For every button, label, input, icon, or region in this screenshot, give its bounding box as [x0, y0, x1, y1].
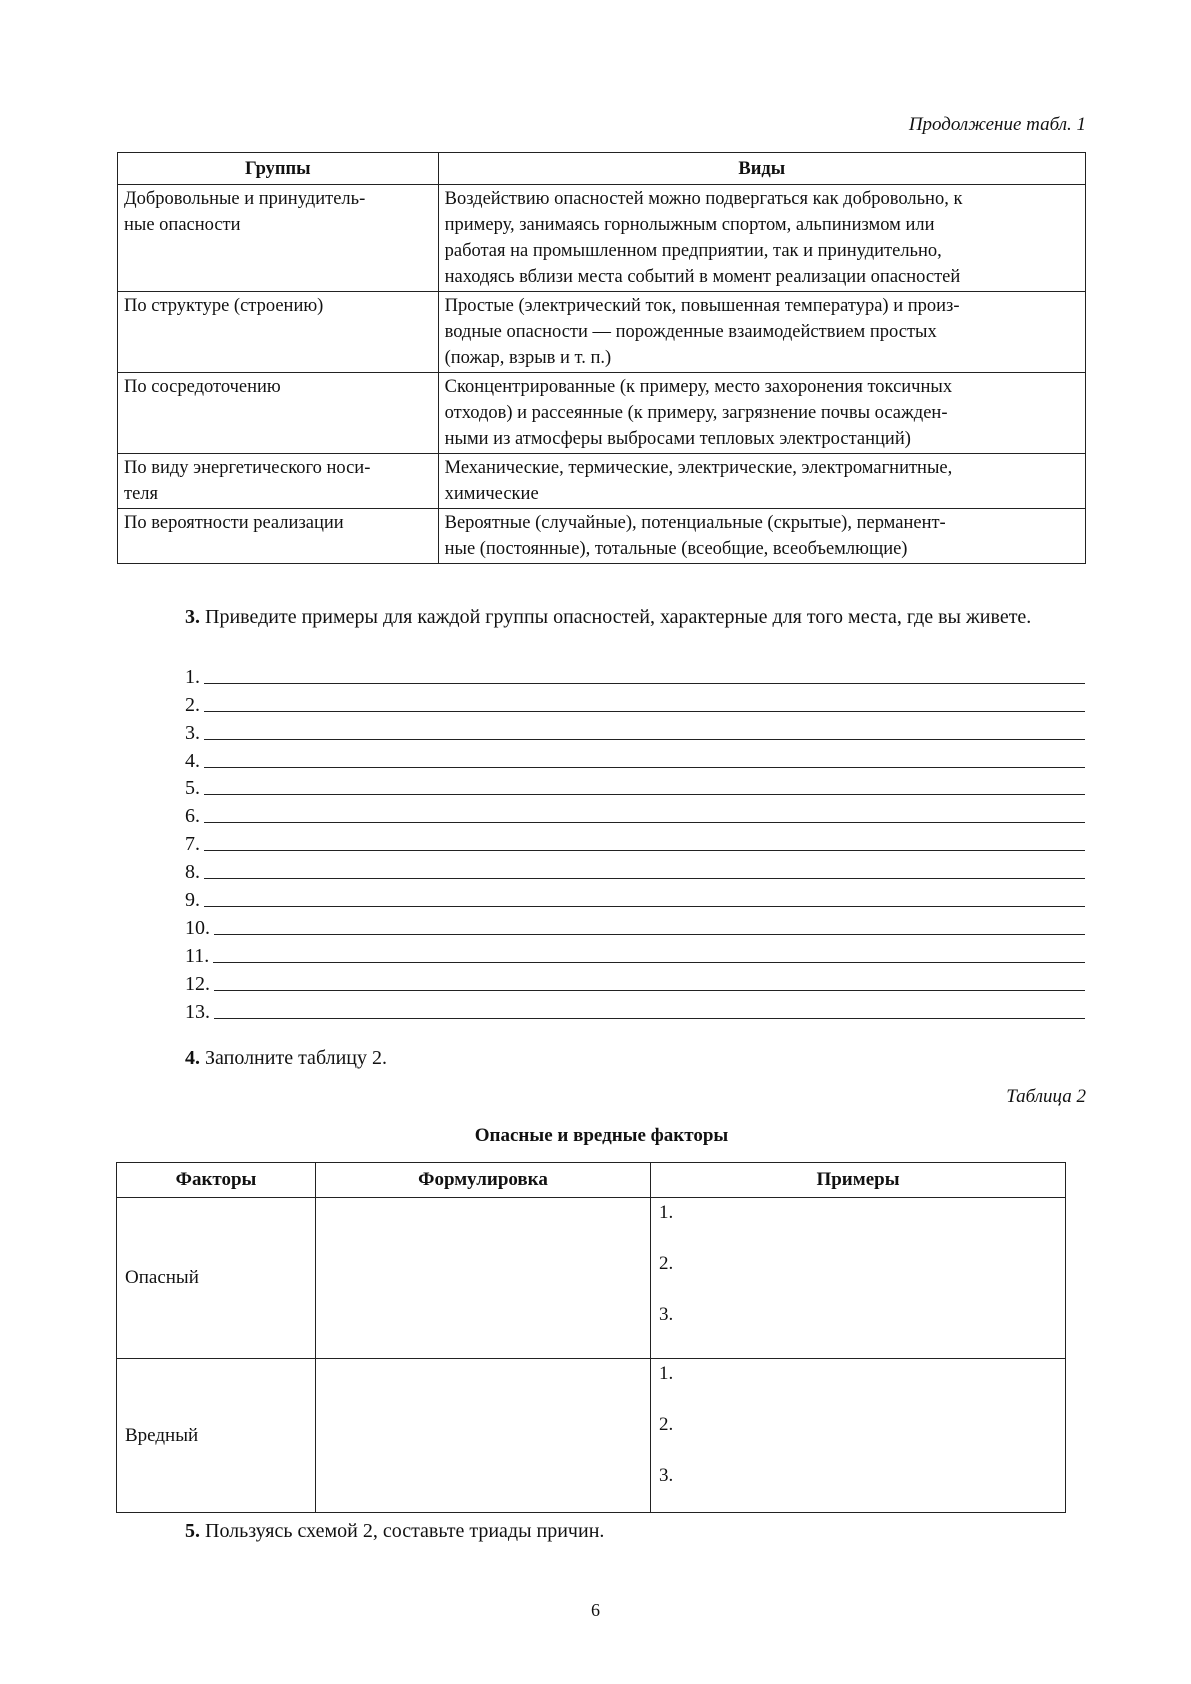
task-3-instruction: [117, 603, 1086, 631]
answer-line[interactable]: [185, 771, 1085, 799]
column-header-examples: Примеры: [651, 1163, 1066, 1198]
column-header-wording: Формулировка: [316, 1163, 651, 1198]
line-number: 9.: [185, 889, 200, 912]
answer-line[interactable]: [185, 938, 1085, 966]
answer-lines: [185, 659, 1085, 1022]
line-number: 11.: [185, 944, 210, 967]
blank-line[interactable]: [204, 663, 1085, 684]
line-number: 4.: [185, 749, 200, 772]
table-row: [118, 454, 1086, 509]
blank-line[interactable]: [204, 747, 1085, 768]
factor-cell: Вредный: [117, 1359, 316, 1513]
task-number: 4.: [185, 1047, 200, 1069]
answer-line[interactable]: [185, 659, 1085, 687]
wording-cell[interactable]: [316, 1359, 651, 1513]
answer-line[interactable]: [185, 910, 1085, 938]
answer-line[interactable]: [185, 966, 1085, 994]
factors-table: [116, 1162, 1066, 1513]
blank-line[interactable]: [204, 858, 1085, 879]
kinds-cell: Вероятные (случайные), потенциальные (скрытые), перманент- ные (постоянные), тотальные (всеобщие, всеобъемлющие): [438, 509, 1085, 564]
hazard-groups-table: [117, 152, 1086, 564]
wording-cell[interactable]: [316, 1198, 651, 1359]
answer-line[interactable]: [185, 854, 1085, 882]
task-number: 5.: [185, 1520, 200, 1542]
table-header-row: [118, 153, 1086, 185]
factor-cell: Опасный: [117, 1198, 316, 1359]
blank-line[interactable]: [214, 914, 1085, 935]
kinds-cell: Воздействию опасностей можно подвергаться как добровольно, к примеру, занимаясь горнолыжным спортом, альпинизмом или работая на промышленном предприятии, так и принудительно, находясь вблизи места событий в момент реализации опасностей: [438, 185, 1085, 292]
table-row: [118, 292, 1086, 373]
example-item: 3.: [659, 1465, 674, 1486]
table-continuation-caption: Продолжение табл. 1: [908, 114, 1086, 135]
column-header-factors: Факторы: [117, 1163, 316, 1198]
table-2-title: Опасные и вредные факторы: [474, 1125, 729, 1146]
answer-line[interactable]: [185, 715, 1085, 743]
answer-line[interactable]: [185, 687, 1085, 715]
table-row: [117, 1198, 1066, 1359]
group-cell: По вероятности реализации: [118, 509, 439, 564]
examples-cell[interactable]: [651, 1198, 1066, 1359]
group-cell: По сосредоточению: [118, 373, 439, 454]
table-row: [118, 509, 1086, 564]
example-item: 1.: [659, 1202, 674, 1223]
table-row: [117, 1359, 1066, 1513]
kinds-cell: Простые (электрический ток, повышенная температура) и произ- водные опасности — порожденные взаимодействием простых (пожар, взрыв и т. п.): [438, 292, 1085, 373]
blank-line[interactable]: [204, 774, 1085, 795]
answer-line[interactable]: [185, 882, 1085, 910]
line-number: 13.: [185, 1000, 210, 1023]
line-number: 5.: [185, 777, 200, 800]
line-number: 12.: [185, 972, 210, 995]
kinds-cell: Механические, термические, электрические, электромагнитные, химические: [438, 454, 1085, 509]
line-number: 7.: [185, 833, 200, 856]
example-item: 1.: [659, 1363, 674, 1384]
line-number: 10.: [185, 916, 210, 939]
line-number: 6.: [185, 805, 200, 828]
examples-cell[interactable]: [651, 1359, 1066, 1513]
group-cell: Добровольные и принудитель- ные опасности: [118, 185, 439, 292]
column-header-kinds: Виды: [438, 153, 1085, 185]
line-number: 2.: [185, 693, 200, 716]
table-header-row: [117, 1163, 1066, 1198]
task-text: Пользуясь схемой 2, составьте триады причин.: [200, 1520, 605, 1542]
example-item: 2.: [659, 1414, 674, 1435]
task-number: 3.: [185, 606, 200, 628]
answer-line[interactable]: [185, 994, 1085, 1022]
blank-line[interactable]: [204, 719, 1085, 740]
answer-line[interactable]: [185, 798, 1085, 826]
line-number: 8.: [185, 861, 200, 884]
task-text: Приведите примеры для каждой группы опасностей, характерные для того места, где вы живете.: [200, 606, 1032, 628]
page-number: 6: [591, 1600, 600, 1620]
line-number: 1.: [185, 665, 200, 688]
example-item: 3.: [659, 1304, 674, 1325]
table-row: [118, 185, 1086, 292]
example-item: 2.: [659, 1253, 674, 1274]
table-row: [118, 373, 1086, 454]
blank-line[interactable]: [204, 886, 1085, 907]
answer-line[interactable]: [185, 743, 1085, 771]
answer-line[interactable]: [185, 826, 1085, 854]
group-cell: По структуре (строению): [118, 292, 439, 373]
blank-line[interactable]: [204, 802, 1085, 823]
blank-line[interactable]: [204, 691, 1085, 712]
task-4-instruction: [117, 1044, 1086, 1072]
task-5-instruction: [117, 1517, 1086, 1545]
column-header-groups: Группы: [118, 153, 439, 185]
line-number: 3.: [185, 721, 200, 744]
kinds-cell: Сконцентрированные (к примеру, место захоронения токсичных отходов) и рассеянные (к примеру, загрязнение почвы осажден- ными из атмосферы выбросами тепловых электростанций): [438, 373, 1085, 454]
table-2-label: Таблица 2: [1006, 1086, 1086, 1107]
blank-line[interactable]: [214, 998, 1085, 1019]
group-cell: По виду энергетического носи- теля: [118, 454, 439, 509]
task-text: Заполните таблицу 2.: [200, 1047, 388, 1069]
blank-line[interactable]: [213, 942, 1085, 963]
blank-line[interactable]: [204, 830, 1085, 851]
blank-line[interactable]: [214, 970, 1085, 991]
